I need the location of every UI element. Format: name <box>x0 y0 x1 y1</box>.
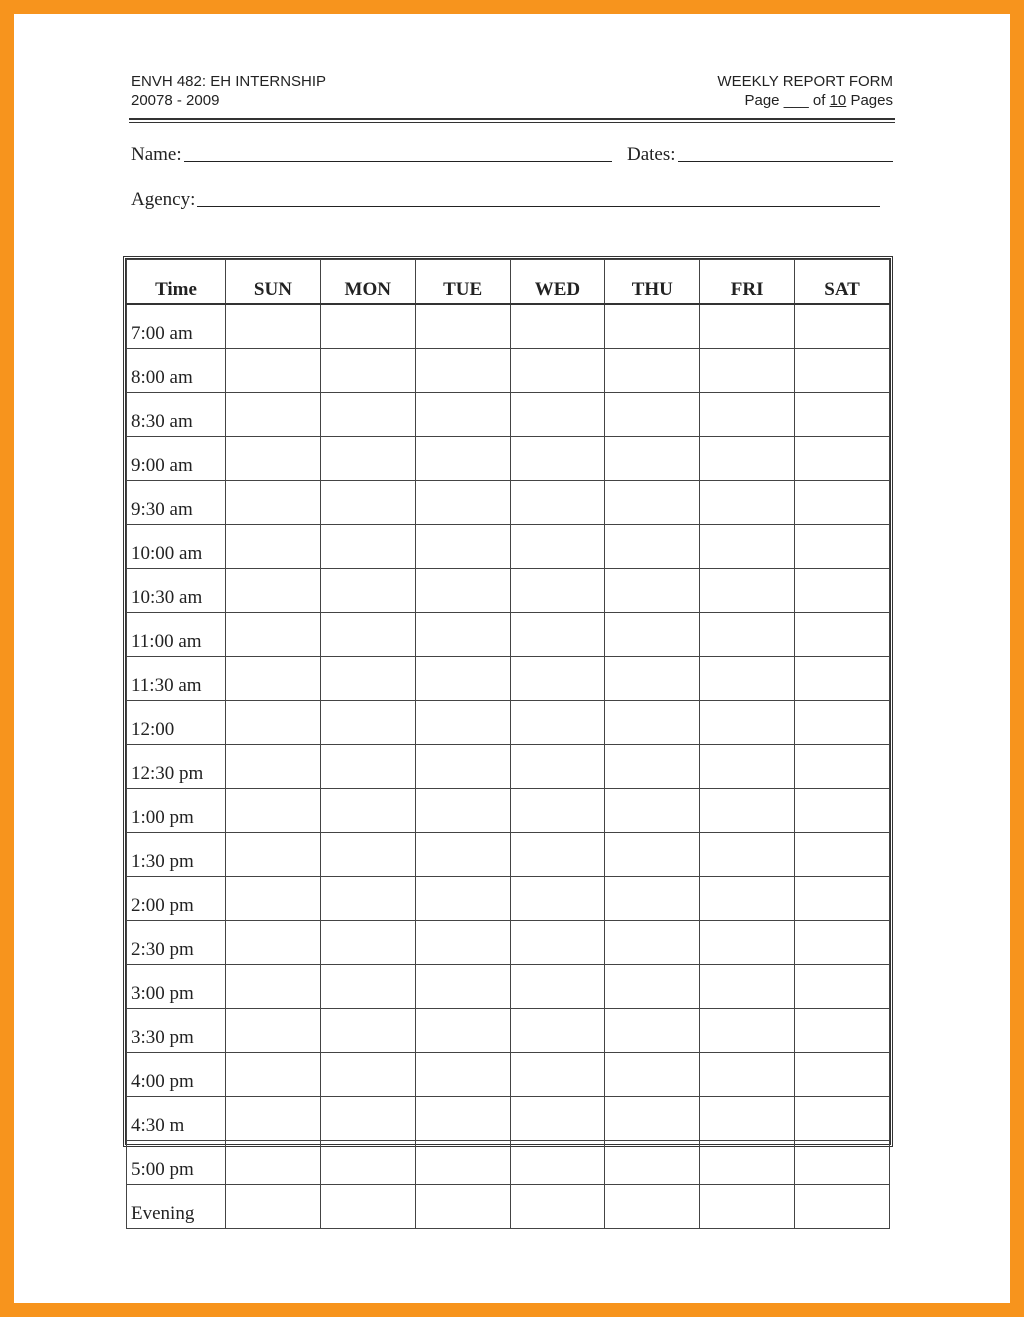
schedule-cell-mon[interactable] <box>320 1053 415 1097</box>
table-row <box>127 1009 890 1053</box>
header-divider-thick <box>129 118 895 120</box>
schedule-cell-sun[interactable] <box>226 789 321 833</box>
dates-field[interactable] <box>627 144 893 166</box>
table-row <box>127 833 890 877</box>
header-divider-thin <box>129 122 895 123</box>
schedule-cell-sat[interactable] <box>795 789 890 833</box>
schedule-cell-sun[interactable] <box>226 613 321 657</box>
time-slot-label: 4:00 pm <box>127 1053 226 1097</box>
schedule-cell-thu[interactable] <box>605 1185 700 1229</box>
schedule-cell-tue[interactable] <box>415 481 510 525</box>
schedule-cell-mon[interactable] <box>320 437 415 481</box>
schedule-cell-wed[interactable] <box>510 525 605 569</box>
schedule-cell-sun[interactable] <box>226 921 321 965</box>
schedule-cell-fri[interactable] <box>700 965 795 1009</box>
schedule-cell-thu[interactable] <box>605 1097 700 1141</box>
schedule-cell-sun[interactable] <box>226 481 321 525</box>
schedule-cell-fri[interactable] <box>700 437 795 481</box>
table-row <box>127 657 890 701</box>
schedule-cell-thu[interactable] <box>605 833 700 877</box>
schedule-cell-fri[interactable] <box>700 393 795 437</box>
schedule-cell-mon[interactable] <box>320 1185 415 1229</box>
schedule-cell-tue[interactable] <box>415 525 510 569</box>
schedule-cell-sat[interactable] <box>795 1097 890 1141</box>
schedule-cell-fri[interactable] <box>700 525 795 569</box>
schedule-cell-mon[interactable] <box>320 701 415 745</box>
schedule-cell-fri[interactable] <box>700 613 795 657</box>
schedule-cell-fri[interactable] <box>700 1097 795 1141</box>
schedule-cell-wed[interactable] <box>510 1053 605 1097</box>
time-slot-label: 4:30 m <box>127 1097 226 1141</box>
schedule-cell-sat[interactable] <box>795 833 890 877</box>
schedule-cell-thu[interactable] <box>605 304 700 349</box>
schedule-cell-mon[interactable] <box>320 481 415 525</box>
table-row <box>127 1097 890 1141</box>
day-header-tue: TUE <box>415 260 510 305</box>
schedule-cell-sat[interactable] <box>795 965 890 1009</box>
schedule-cell-tue[interactable] <box>415 437 510 481</box>
schedule-cell-wed[interactable] <box>510 745 605 789</box>
schedule-cell-wed[interactable] <box>510 789 605 833</box>
time-slot-label: 1:30 pm <box>127 833 226 877</box>
schedule-cell-tue[interactable] <box>415 393 510 437</box>
schedule-cell-sun[interactable] <box>226 877 321 921</box>
name-line[interactable] <box>184 160 612 162</box>
table-body <box>127 304 890 1229</box>
schedule-cell-mon[interactable] <box>320 525 415 569</box>
schedule-cell-fri[interactable] <box>700 833 795 877</box>
schedule-cell-sun[interactable] <box>226 393 321 437</box>
schedule-cell-tue[interactable] <box>415 745 510 789</box>
page-count <box>654 91 893 110</box>
day-header-wed: WED <box>510 260 605 305</box>
schedule-cell-mon[interactable] <box>320 921 415 965</box>
schedule-cell-mon[interactable] <box>320 1009 415 1053</box>
schedule-cell-mon[interactable] <box>320 965 415 1009</box>
course-title: ENVH 482: EH INTERNSHIP <box>131 73 327 90</box>
schedule-cell-fri[interactable] <box>700 745 795 789</box>
schedule-cell-sat[interactable] <box>795 1053 890 1097</box>
table-row <box>127 701 890 745</box>
schedule-cell-thu[interactable] <box>605 965 700 1009</box>
day-header-thu: THU <box>605 260 700 305</box>
table-row <box>127 965 890 1009</box>
time-slot-label: 10:00 am <box>127 525 226 569</box>
schedule-cell-thu[interactable] <box>605 393 700 437</box>
schedule-cell-wed[interactable] <box>510 349 605 393</box>
schedule-cell-sun[interactable] <box>226 349 321 393</box>
schedule-cell-fri[interactable] <box>700 877 795 921</box>
schedule-cell-sat[interactable] <box>795 657 890 701</box>
name-label: Name: <box>131 144 182 165</box>
schedule-cell-wed[interactable] <box>510 877 605 921</box>
schedule-cell-thu[interactable] <box>605 569 700 613</box>
table-row <box>127 921 890 965</box>
schedule-cell-thu[interactable] <box>605 1009 700 1053</box>
schedule-cell-sun[interactable] <box>226 437 321 481</box>
page-prefix: Page <box>744 92 780 109</box>
dates-label: Dates: <box>627 144 676 165</box>
schedule-cell-sat[interactable] <box>795 525 890 569</box>
schedule-cell-fri[interactable] <box>700 1053 795 1097</box>
table-row <box>127 789 890 833</box>
schedule-cell-wed[interactable] <box>510 437 605 481</box>
schedule-cell-sat[interactable] <box>795 393 890 437</box>
schedule-cell-mon[interactable] <box>320 833 415 877</box>
schedule-cell-sun[interactable] <box>226 833 321 877</box>
schedule-cell-fri[interactable] <box>700 657 795 701</box>
schedule-cell-mon[interactable] <box>320 349 415 393</box>
schedule-cell-mon[interactable] <box>320 1141 415 1185</box>
table-row <box>127 437 890 481</box>
schedule-cell-wed[interactable] <box>510 965 605 1009</box>
schedule-cell-tue[interactable] <box>415 833 510 877</box>
schedule-cell-tue[interactable] <box>415 921 510 965</box>
page-of: of <box>812 92 826 109</box>
day-header-sun: SUN <box>226 260 321 305</box>
table-row <box>127 525 890 569</box>
schedule-cell-sun[interactable] <box>226 1053 321 1097</box>
schedule-cell-fri[interactable] <box>700 701 795 745</box>
schedule-cell-sat[interactable] <box>795 921 890 965</box>
time-slot-label: 11:30 am <box>127 657 226 701</box>
schedule-cell-sun[interactable] <box>226 1097 321 1141</box>
schedule-cell-mon[interactable] <box>320 877 415 921</box>
page-number-blank[interactable]: ___ <box>783 92 809 109</box>
agency-line[interactable] <box>197 205 880 207</box>
schedule-cell-mon[interactable] <box>320 657 415 701</box>
schedule-cell-fri[interactable] <box>700 304 795 349</box>
schedule-cell-wed[interactable] <box>510 481 605 525</box>
time-slot-label: 2:00 pm <box>127 877 226 921</box>
table-row <box>127 569 890 613</box>
table-row <box>127 349 890 393</box>
schedule-cell-mon[interactable] <box>320 304 415 349</box>
schedule-cell-tue[interactable] <box>415 349 510 393</box>
agency-label: Agency: <box>131 189 196 210</box>
schedule-cell-sat[interactable] <box>795 349 890 393</box>
schedule-cell-tue[interactable] <box>415 877 510 921</box>
schedule-cell-wed[interactable] <box>510 833 605 877</box>
schedule-table <box>123 256 893 1224</box>
schedule-cell-tue[interactable] <box>415 1053 510 1097</box>
schedule-cell-sun[interactable] <box>226 1009 321 1053</box>
schedule-cell-thu[interactable] <box>605 657 700 701</box>
schedule-cell-wed[interactable] <box>510 613 605 657</box>
time-slot-label: 12:30 pm <box>127 745 226 789</box>
schedule-cell-sat[interactable] <box>795 304 890 349</box>
schedule-cell-fri[interactable] <box>700 1009 795 1053</box>
schedule-cell-sat[interactable] <box>795 1185 890 1229</box>
schedule-cell-tue[interactable] <box>415 304 510 349</box>
schedule-cell-thu[interactable] <box>605 1141 700 1185</box>
schedule-cell-tue[interactable] <box>415 1141 510 1185</box>
table-row <box>127 745 890 789</box>
table-row <box>127 1185 890 1229</box>
schedule-cell-mon[interactable] <box>320 1097 415 1141</box>
schedule-cell-thu[interactable] <box>605 481 700 525</box>
schedule-cell-thu[interactable] <box>605 349 700 393</box>
schedule-cell-sat[interactable] <box>795 613 890 657</box>
table-row <box>127 1053 890 1097</box>
schedule-cell-fri[interactable] <box>700 481 795 525</box>
form-title: WEEKLY REPORT FORM <box>717 73 893 90</box>
schedule-cell-thu[interactable] <box>605 525 700 569</box>
schedule-cell-wed[interactable] <box>510 1185 605 1229</box>
time-slot-label: 8:00 am <box>127 349 226 393</box>
schedule-cell-sun[interactable] <box>226 1185 321 1229</box>
schedule-cell-sun[interactable] <box>226 1141 321 1185</box>
schedule-cell-wed[interactable] <box>510 569 605 613</box>
schedule-cell-sat[interactable] <box>795 1009 890 1053</box>
table-row <box>127 877 890 921</box>
time-slot-label: 5:00 pm <box>127 1141 226 1185</box>
name-field[interactable] <box>131 144 612 166</box>
schedule-cell-tue[interactable] <box>415 657 510 701</box>
schedule-cell-sun[interactable] <box>226 745 321 789</box>
schedule-cell-thu[interactable] <box>605 745 700 789</box>
table-row <box>127 481 890 525</box>
schedule-cell-mon[interactable] <box>320 569 415 613</box>
schedule-cell-wed[interactable] <box>510 1097 605 1141</box>
schedule-cell-thu[interactable] <box>605 921 700 965</box>
day-header-mon: MON <box>320 260 415 305</box>
schedule-cell-thu[interactable] <box>605 613 700 657</box>
report-form-page <box>14 14 1010 1303</box>
schedule-cell-thu[interactable] <box>605 789 700 833</box>
schedule-cell-fri[interactable] <box>700 789 795 833</box>
time-slot-label: 9:30 am <box>127 481 226 525</box>
time-slot-label: 10:30 am <box>127 569 226 613</box>
table-row <box>127 304 890 349</box>
schedule-cell-sun[interactable] <box>226 525 321 569</box>
schedule-cell-tue[interactable] <box>415 569 510 613</box>
schedule-cell-tue[interactable] <box>415 965 510 1009</box>
schedule-cell-sat[interactable] <box>795 701 890 745</box>
schedule-cell-mon[interactable] <box>320 745 415 789</box>
schedule-cell-mon[interactable] <box>320 393 415 437</box>
schedule-cell-sun[interactable] <box>226 569 321 613</box>
schedule-cell-sat[interactable] <box>795 745 890 789</box>
schedule-cell-tue[interactable] <box>415 1009 510 1053</box>
schedule-cell-wed[interactable] <box>510 1141 605 1185</box>
schedule-cell-fri[interactable] <box>700 1185 795 1229</box>
schedule-cell-tue[interactable] <box>415 1097 510 1141</box>
schedule-cell-wed[interactable] <box>510 921 605 965</box>
dates-line[interactable] <box>678 160 893 162</box>
table-row <box>127 1141 890 1185</box>
schedule-cell-fri[interactable] <box>700 1141 795 1185</box>
time-slot-label: 2:30 pm <box>127 921 226 965</box>
schedule-cell-tue[interactable] <box>415 1185 510 1229</box>
course-code: 20078 - 2009 <box>131 92 220 109</box>
time-slot-label: 12:00 <box>127 701 226 745</box>
table-row <box>127 393 890 437</box>
page-total: 10 <box>829 92 847 109</box>
schedule-cell-sun[interactable] <box>226 657 321 701</box>
time-slot-label: 11:00 am <box>127 613 226 657</box>
schedule-cell-mon[interactable] <box>320 789 415 833</box>
form-header <box>654 72 893 110</box>
schedule-cell-thu[interactable] <box>605 1053 700 1097</box>
schedule-cell-fri[interactable] <box>700 569 795 613</box>
time-slot-label: 9:00 am <box>127 437 226 481</box>
day-header-sat: SAT <box>795 260 890 305</box>
page-suffix: Pages <box>850 92 893 109</box>
course-header <box>131 72 326 110</box>
table-header-row <box>127 260 890 305</box>
schedule-cell-sat[interactable] <box>795 437 890 481</box>
time-slot-label: 7:00 am <box>127 304 226 349</box>
day-header-fri: FRI <box>700 260 795 305</box>
schedule-cell-thu[interactable] <box>605 437 700 481</box>
schedule-cell-wed[interactable] <box>510 657 605 701</box>
schedule-cell-tue[interactable] <box>415 701 510 745</box>
schedule-cell-sat[interactable] <box>795 569 890 613</box>
schedule-cell-sun[interactable] <box>226 965 321 1009</box>
schedule-cell-sat[interactable] <box>795 1141 890 1185</box>
time-slot-label: 8:30 am <box>127 393 226 437</box>
time-slot-label: Evening <box>127 1185 226 1229</box>
time-header: Time <box>127 260 226 305</box>
table-row <box>127 613 890 657</box>
time-slot-label: 3:00 pm <box>127 965 226 1009</box>
schedule-cell-fri[interactable] <box>700 349 795 393</box>
schedule-cell-sat[interactable] <box>795 481 890 525</box>
agency-field[interactable] <box>131 189 880 211</box>
schedule-cell-thu[interactable] <box>605 877 700 921</box>
schedule-cell-wed[interactable] <box>510 304 605 349</box>
time-slot-label: 1:00 pm <box>127 789 226 833</box>
schedule-cell-thu[interactable] <box>605 701 700 745</box>
schedule-cell-sun[interactable] <box>226 304 321 349</box>
schedule-cell-fri[interactable] <box>700 921 795 965</box>
schedule-cell-wed[interactable] <box>510 1009 605 1053</box>
schedule-cell-sat[interactable] <box>795 877 890 921</box>
schedule-cell-wed[interactable] <box>510 701 605 745</box>
schedule-cell-tue[interactable] <box>415 789 510 833</box>
schedule-cell-mon[interactable] <box>320 613 415 657</box>
schedule-cell-wed[interactable] <box>510 393 605 437</box>
schedule-cell-tue[interactable] <box>415 613 510 657</box>
time-slot-label: 3:30 pm <box>127 1009 226 1053</box>
schedule-cell-sun[interactable] <box>226 701 321 745</box>
